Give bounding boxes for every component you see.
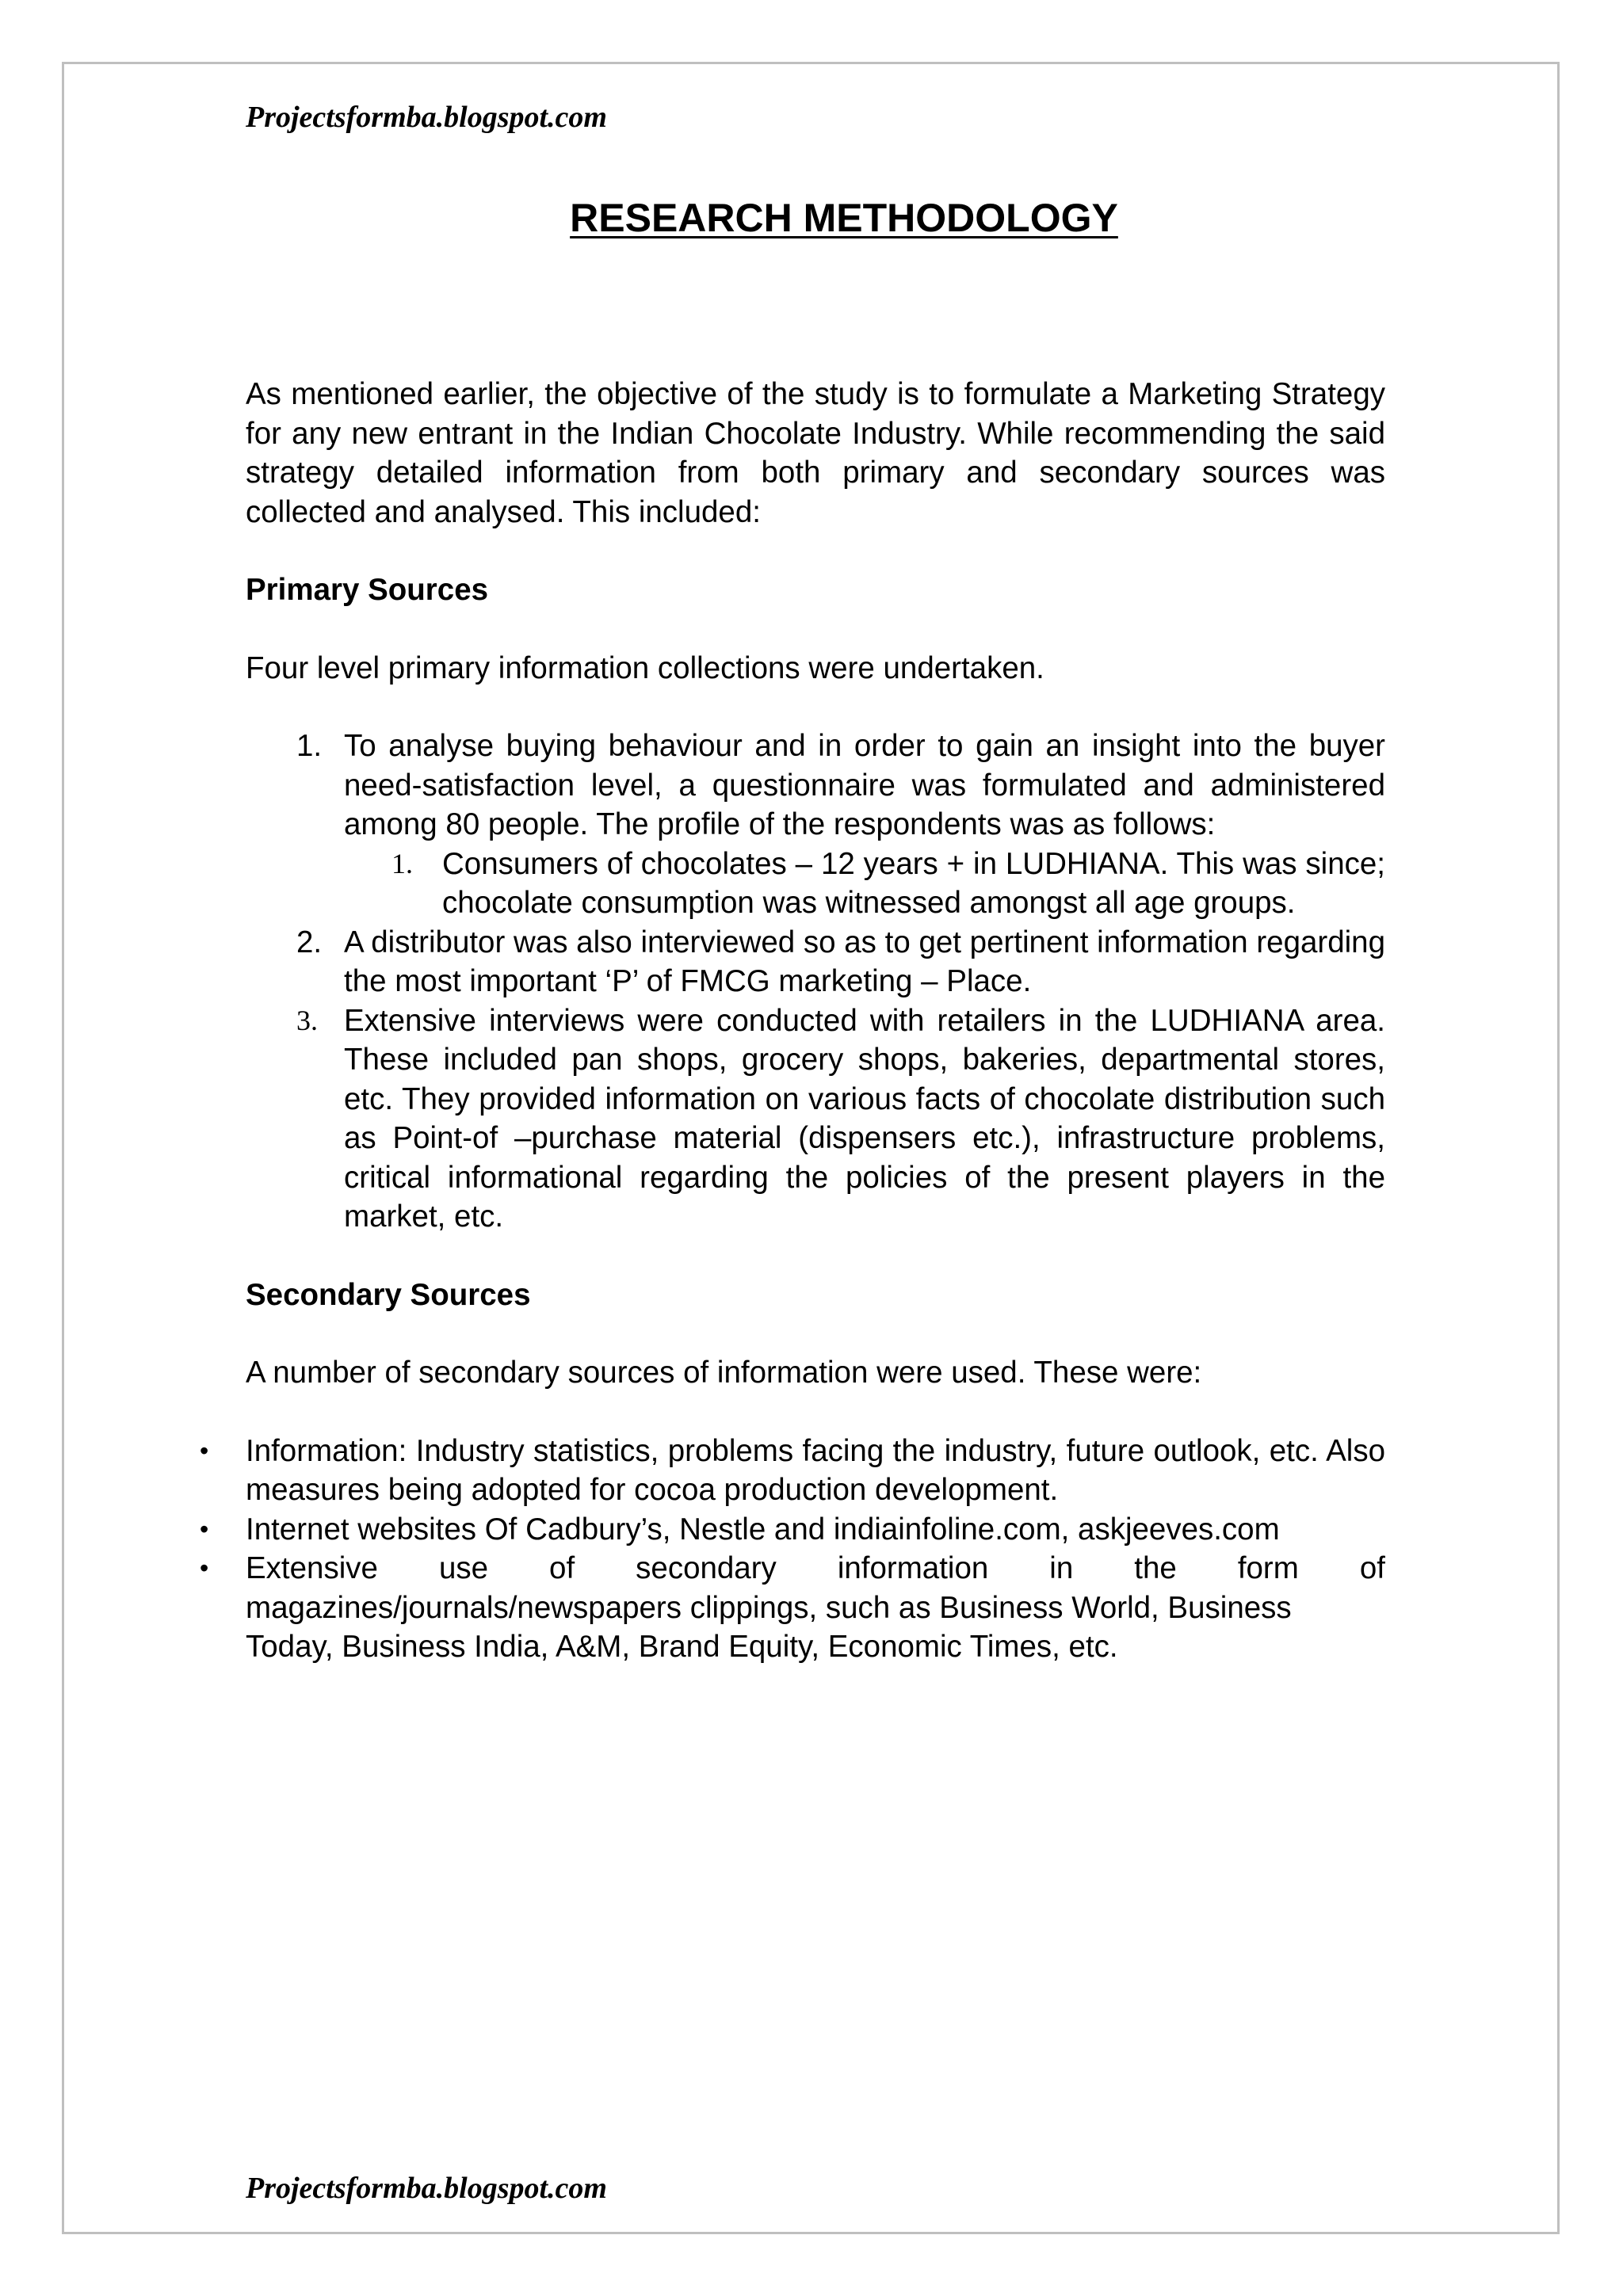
primary-sources-heading: Primary Sources: [246, 573, 489, 607]
list-item: [246, 923, 1385, 1001]
list-item: [246, 727, 1385, 923]
word: of: [549, 1551, 575, 1585]
list-item-text: A distributor was also interviewed so as to get pertinent information regarding the most important ‘P’ of FMCG marketing – Place.: [344, 925, 1385, 998]
document-body: [200, 375, 1385, 1667]
list-item: [246, 1001, 1385, 1237]
intro-paragraph: As mentioned earlier, the objective of the study is to formulate a Marketing Strategy for any new entrant in the Indian Chocolate Industry. While recommending the said strategy detailed information from both primary and secondary sources was collected and analysed. This included:: [246, 377, 1385, 529]
bullet-icon: •: [200, 1554, 209, 1582]
bullet-item: [200, 1549, 1385, 1667]
bullet-item-first-line: [246, 1549, 1385, 1589]
spacer: [246, 1237, 1385, 1276]
word: of: [1359, 1551, 1385, 1585]
list-number: 3.: [296, 1004, 318, 1036]
page-title: RESEARCH METHODOLOGY: [570, 196, 1118, 240]
list-item-text: Extensive interviews were conducted with retailers in the LUDHIANA area. These included pan shops, grocery shops, bakeries, departmental stores, etc. They provided information on various facts of chocolate distribution such as Point-of –purchase material (dispensers etc.), infrastructure problems, critical informational regarding the policies of the present players in the market, etc.: [344, 1003, 1385, 1234]
bullet-item: [200, 1510, 1385, 1550]
word: form: [1237, 1551, 1299, 1585]
list-number: 1.: [296, 729, 323, 763]
secondary-sources-list: [200, 1432, 1385, 1667]
word: use: [438, 1551, 489, 1585]
bullet-item-text: Information: Industry statistics, problems facing the industry, future outlook, etc. Also measures being adopted for cocoa production development.: [246, 1433, 1385, 1507]
secondary-sources-lead: A number of secondary sources of information were used. These were:: [246, 1356, 1202, 1390]
primary-sources-lead: Four level primary information collections were undertaken.: [246, 650, 1044, 685]
word: in: [1049, 1551, 1074, 1585]
bullet-icon: •: [200, 1514, 209, 1543]
word: the: [1134, 1551, 1177, 1585]
respondent-profile-list: [344, 845, 1385, 923]
bullet-item-text: Internet websites Of Cadbury’s, Nestle and indiainfoline.com, askjeeves.com: [246, 1512, 1280, 1547]
page-header: Projectsformba.blogspot.com: [246, 101, 607, 134]
word: Extensive: [246, 1551, 378, 1585]
sub-list-number: 1.: [391, 847, 413, 879]
sub-list-item: [344, 845, 1385, 923]
bullet-item-text: magazines/journals/newspapers clippings, such as Business World, Business Today, Business India, A&M, Brand Equity, Economic Times, etc.: [246, 1590, 1292, 1664]
secondary-sources-heading: Secondary Sources: [246, 1277, 531, 1312]
list-item-text: To analyse buying behaviour and in order to gain an insight into the buyer need-satisfaction level, a questionnaire was formulated and administered among 80 people. The profile of the respondents was as follows:: [344, 729, 1385, 841]
page-footer: Projectsformba.blogspot.com: [246, 2172, 607, 2205]
bullet-icon: •: [200, 1436, 209, 1465]
word: information: [837, 1551, 989, 1585]
list-number: 2.: [296, 925, 323, 959]
bullet-item: [200, 1432, 1385, 1510]
sub-list-item-text: Consumers of chocolates – 12 years + in LUDHIANA. This was since; chocolate consumption was witnessed amongst all age groups.: [442, 846, 1385, 920]
primary-sources-list: [246, 727, 1385, 1237]
word: secondary: [636, 1551, 777, 1585]
